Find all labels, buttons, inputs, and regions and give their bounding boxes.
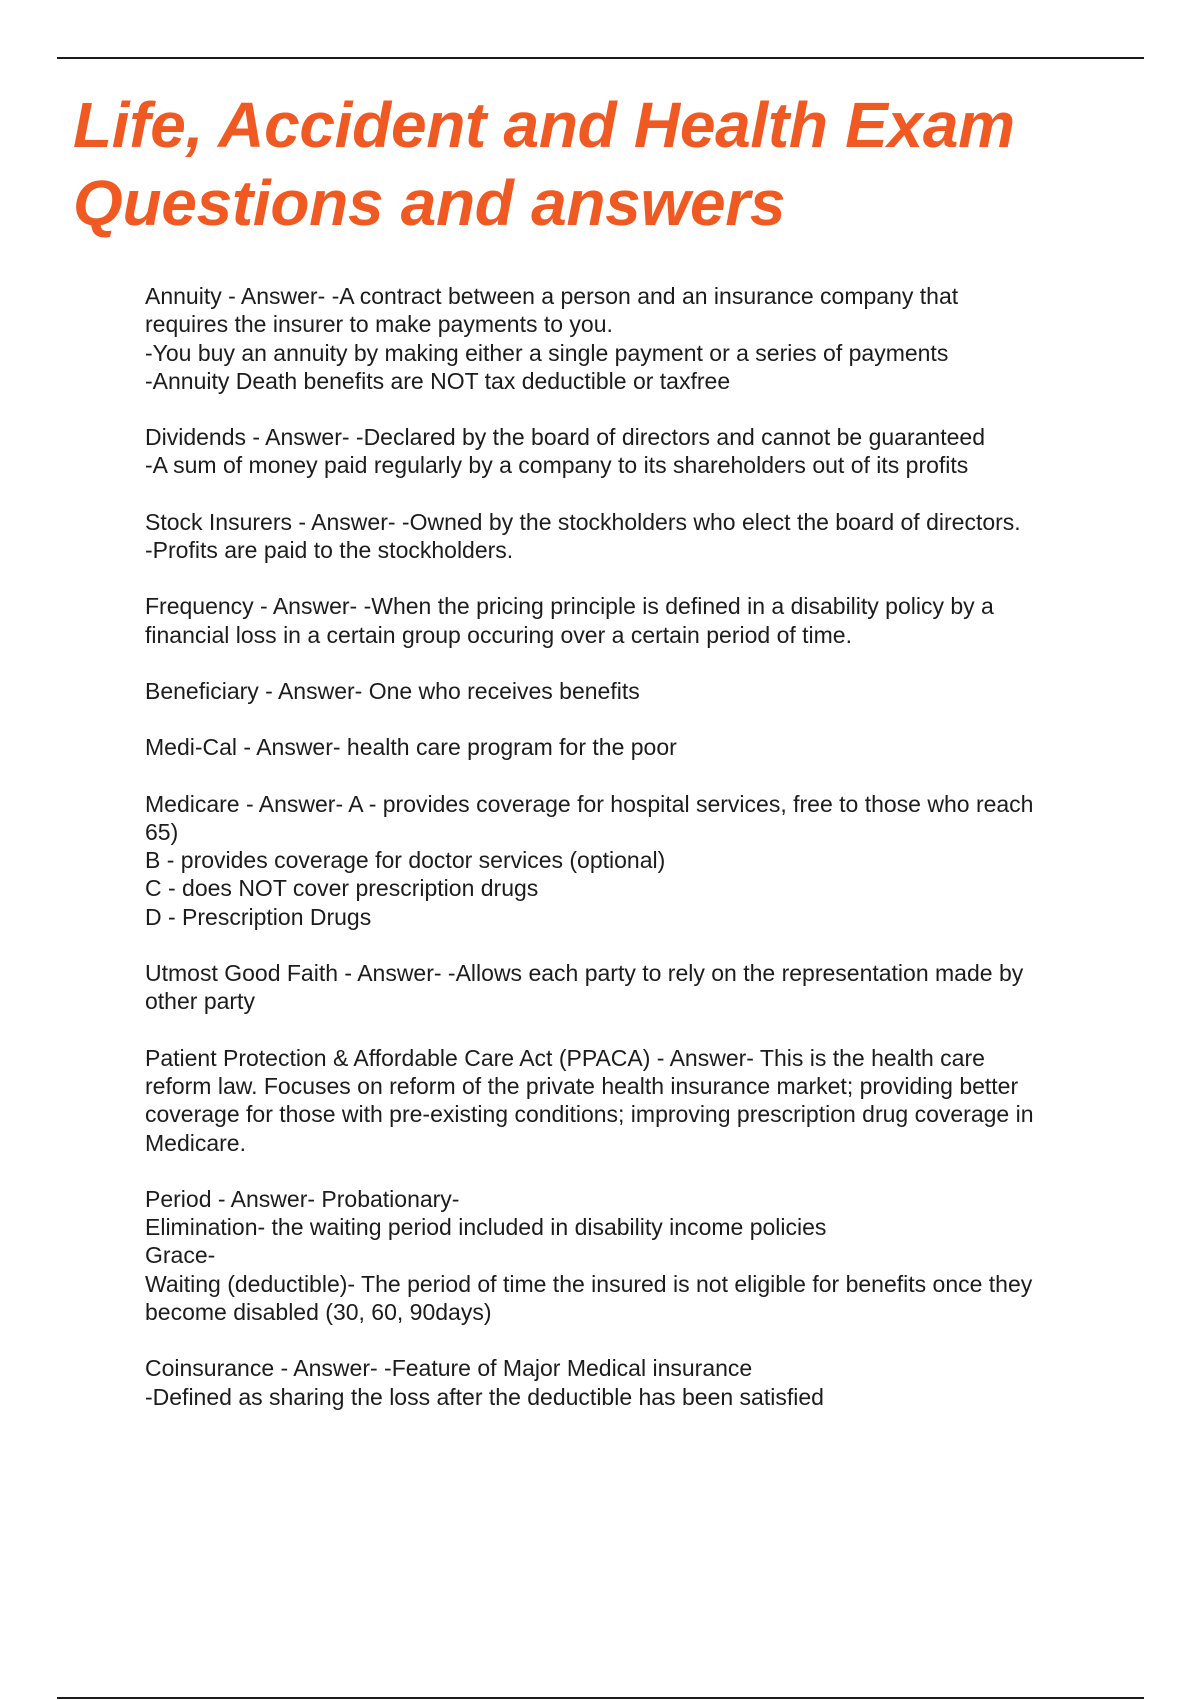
qa-entry-dividends [145, 423, 1145, 480]
entry-line: Grace- [145, 1242, 216, 1269]
entry-line: Frequency - Answer- -When the pricing principle is defined in a disability policy by a [145, 593, 994, 620]
entry-line: Patient Protection & Affordable Care Act (PPACA) - Answer- This is the health care [145, 1044, 985, 1071]
qa-entry-ppaca [145, 1044, 1145, 1157]
qa-entry-medi-cal [145, 733, 1145, 761]
qa-entry-period [145, 1185, 1145, 1326]
page-title [73, 86, 1153, 242]
entry-line: -Defined as sharing the loss after the deductible has been satisfied [145, 1383, 824, 1410]
bottom-rule [57, 1697, 1144, 1699]
entry-line: Beneficiary - Answer- One who receives benefits [145, 677, 640, 704]
entry-line: coverage for those with pre-existing conditions; improving prescription drug coverage in [145, 1101, 1034, 1128]
entry-line: requires the insurer to make payments to you. [145, 311, 613, 338]
entry-line: reform law. Focuses on reform of the private health insurance market; providing better [145, 1072, 1019, 1099]
entry-line: Stock Insurers - Answer- -Owned by the stockholders who elect the board of directors. [145, 508, 1021, 535]
qa-entry-annuity [145, 282, 1145, 395]
entry-line: Period - Answer- Probationary- [145, 1185, 460, 1212]
page-title-line-1: Life, Accident and Health Exam [73, 89, 1015, 161]
entry-line: other party [145, 988, 255, 1015]
entry-line: 65) [145, 818, 179, 845]
entry-line: -Annuity Death benefits are NOT tax deductible or taxfree [145, 367, 731, 394]
entry-line: Medicare - Answer- A - provides coverage for hospital services, free to those who reach [145, 790, 1034, 817]
entry-line: -You buy an annuity by making either a single payment or a series of payments [145, 339, 949, 366]
entry-line: -A sum of money paid regularly by a company to its shareholders out of its profits [145, 452, 969, 479]
entry-line: Utmost Good Faith - Answer- -Allows each party to rely on the representation made by [145, 960, 1024, 987]
qa-entry-beneficiary [145, 677, 1145, 705]
entry-line: Coinsurance - Answer- -Feature of Major Medical insurance [145, 1355, 753, 1382]
entry-line: B - provides coverage for doctor services (optional) [145, 847, 666, 874]
entry-line: become disabled (30, 60, 90days) [145, 1299, 492, 1326]
page-title-line-2: Questions and answers [73, 167, 786, 239]
top-rule [57, 57, 1144, 59]
qa-entry-frequency [145, 592, 1145, 649]
qa-list [145, 282, 1145, 1439]
entry-line: Medicare. [145, 1129, 246, 1156]
entry-line: financial loss in a certain group occuring over a certain period of time. [145, 621, 852, 648]
qa-entry-utmost-good-faith [145, 959, 1145, 1016]
entry-line: D - Prescription Drugs [145, 903, 372, 930]
entry-line: Waiting (deductible)- The period of time the insured is not eligible for benefits once they [145, 1270, 1033, 1297]
entry-line: Medi-Cal - Answer- health care program for the poor [145, 734, 677, 761]
entry-line: -Profits are paid to the stockholders. [145, 537, 514, 564]
entry-line: Elimination- the waiting period included in disability income policies [145, 1214, 827, 1241]
entry-line: Dividends - Answer- -Declared by the board of directors and cannot be guaranteed [145, 424, 985, 451]
qa-entry-stock-insurers [145, 508, 1145, 565]
qa-entry-medicare [145, 790, 1145, 931]
entry-line: C - does NOT cover prescription drugs [145, 875, 539, 902]
entry-line: Annuity - Answer- -A contract between a person and an insurance company that [145, 283, 959, 309]
qa-entry-coinsurance [145, 1354, 1145, 1411]
